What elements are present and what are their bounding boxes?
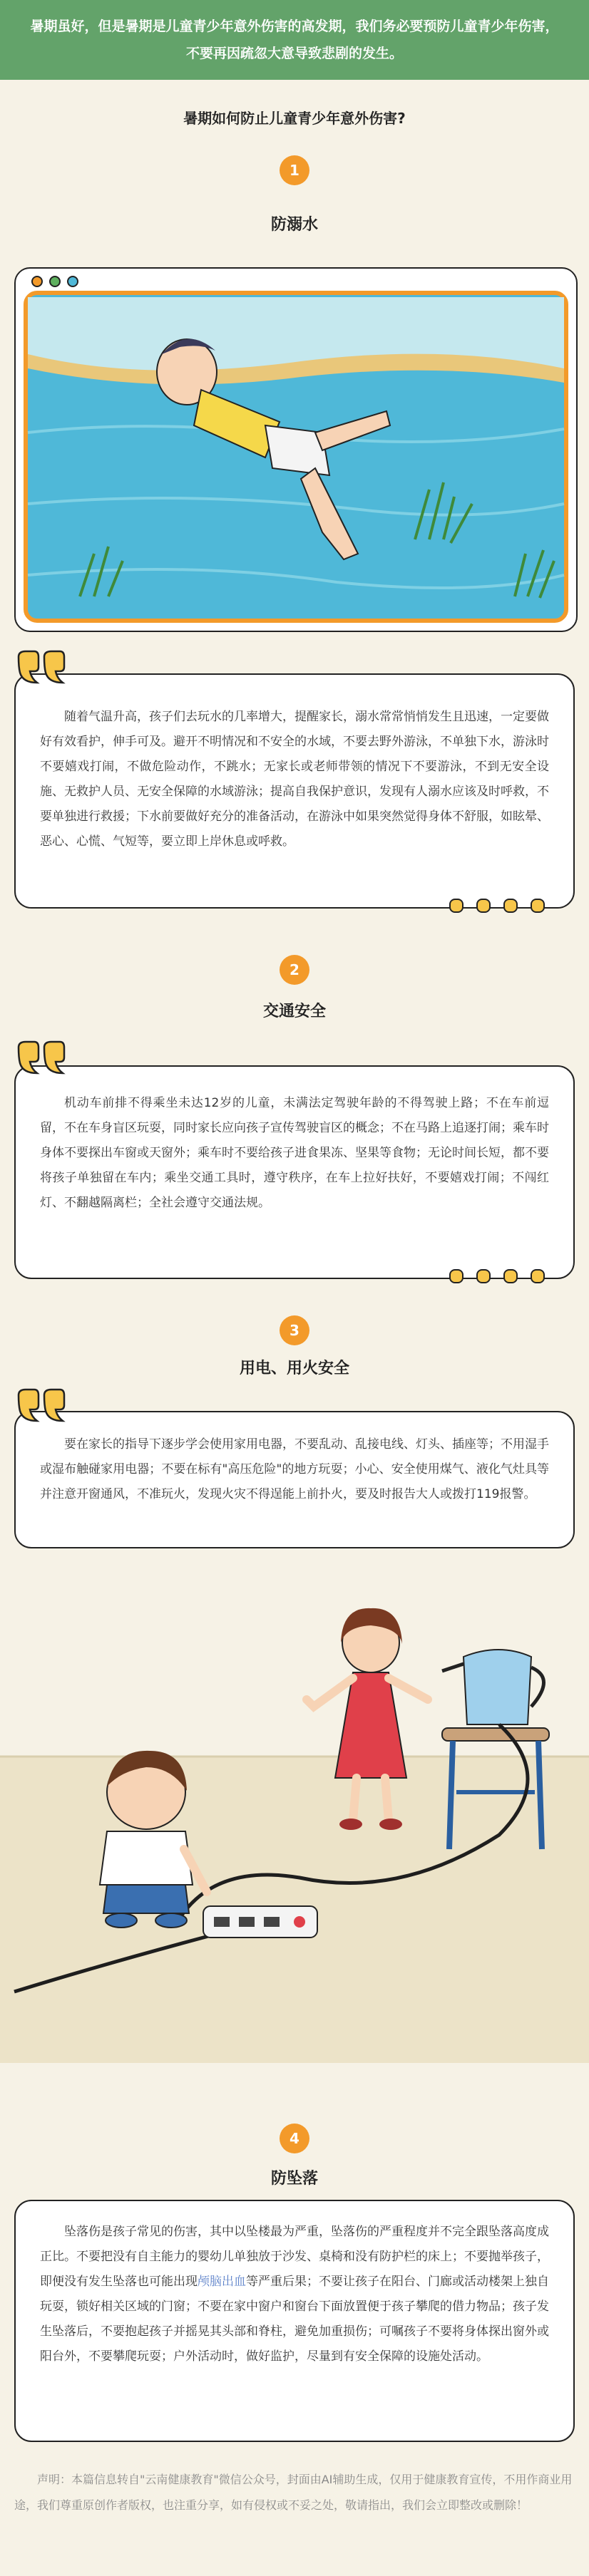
- section-title-2: 交通安全: [262, 1003, 326, 1020]
- fall-card: [14, 2200, 575, 2442]
- electric-safety-illustration: [0, 1564, 589, 2063]
- drowning-illustration: [16, 269, 576, 631]
- quote-icon: [16, 1040, 68, 1077]
- quote-icon: [16, 650, 68, 687]
- main-title: 暑期如何防止儿童青少年意外伤害?: [183, 110, 406, 127]
- card-dots: [436, 1269, 545, 1286]
- card-dots: [436, 899, 545, 916]
- drowning-illustration-frame: [14, 267, 578, 632]
- drowning-text: 随着气温升高，孩子们去玩水的几率增大，提醒家长，溺水常常悄悄发生且迅速，一定要做好有效看护，伸手可及。避开不明情况和不安全的水域，不要去野外游泳，不单独下水，游泳时不要嬉戏打闹，不做危险动作，不跳水；无家长或老师带领的情况下不要游泳，不到无安全设施、无救护人员、无安全保障的水域游泳；提高自我保护意识，发现有人溺水应该及时呼救，不要单独进行救援；下水前要做好充分的准备活动，在游泳中如果突然觉得身体不舒服，如眩晕、恶心、心慌、气短等，要立即上岸休息或呼救。: [40, 710, 549, 849]
- section-number-3: 3: [280, 1315, 309, 1345]
- electric-text: 要在家长的指导下逐步学会使用家用电器，不要乱动、乱接电线、灯头、插座等；不用湿手或湿布触碰家用电器；不要在标有"高压危险"的地方玩耍；小心、安全使用煤气、液化气灶具等并注意开窗通风，不准玩火，发现火灾不得逞能上前扑火，要及时报告大人或拨打119报警。: [40, 1437, 549, 1501]
- fall-text-a: 坠落伤是孩子常见的伤害，其中以坠楼最为严重，坠落伤的严重程度并不完全跟坠落高度成正比。不要把没有自主能力的婴幼儿单独放于沙发、桌椅和没有防护栏的床上；不要抛举孩子，即便没有发生坠落也可能出现: [40, 2225, 549, 2289]
- section-number-4: 4: [280, 2124, 309, 2153]
- electric-safety-scene: [0, 1564, 589, 2063]
- electric-card: [14, 1411, 575, 1548]
- footer-disclaimer: 声明：本篇信息转自"云南健康教育"微信公众号，封面由AI辅助生成，仅用于健康教育宣传，不用作商业用途，我们尊重原创作者版权，也注重分享，如有侵权或不妥之处，敬请指出，我们会立即整改或删除！: [14, 2473, 573, 2512]
- drowning-card: [14, 673, 575, 909]
- fall-text-b: 等严重后果；不要让孩子在阳台、门廊或活动楼架上独自玩耍，锁好相关区域的门窗；不要在家中窗户和窗台下面放置便于孩子攀爬的借力物品；孩子发生坠落后，不要抱起孩子并摇晃其头部和脊柱，避免加重损伤；可嘱孩子不要将身体探出窗外或阳台外，不要攀爬玩耍；户外活动时，做好监护，尽量到有安全保障的设施处活动。: [40, 2275, 549, 2364]
- section-number-2: 2: [280, 955, 309, 985]
- section-title-1: 防溺水: [270, 216, 318, 234]
- fall-text: [40, 2220, 549, 2369]
- fall-text-link[interactable]: 颅脑出血: [198, 2275, 246, 2289]
- section-number-1: 1: [280, 155, 309, 185]
- intro-text: 暑期虽好，但是暑期是儿童青少年意外伤害的高发期，我们务必要预防儿童青少年伤害，不要再因疏忽大意导致悲剧的发生。: [30, 19, 559, 61]
- quote-icon: [16, 1388, 68, 1425]
- intro-banner: [0, 0, 589, 80]
- section-title-4: 防坠落: [270, 2170, 318, 2188]
- traffic-text: 机动车前排不得乘坐未达12岁的儿童，未满法定驾驶年龄的不得驾驶上路；不在车前逗留，不在车身盲区玩耍，同时家长应向孩子宣传驾驶盲区的概念；不在马路上追逐打闹；乘车时身体不要探出车窗或天窗外；乘车时不要给孩子进食果冻、坚果等食物；无论时间长短，都不要将孩子单独留在车内；乘坐交通工具时，遵守秩序，在车上拉好扶好，不要嬉戏打闹；不闯红灯、不翻越隔离栏；全社会遵守交通法规。: [40, 1096, 549, 1210]
- footer: [0, 2453, 589, 2576]
- section-title-3: 用电、用火安全: [239, 1360, 349, 1377]
- traffic-card: [14, 1065, 575, 1279]
